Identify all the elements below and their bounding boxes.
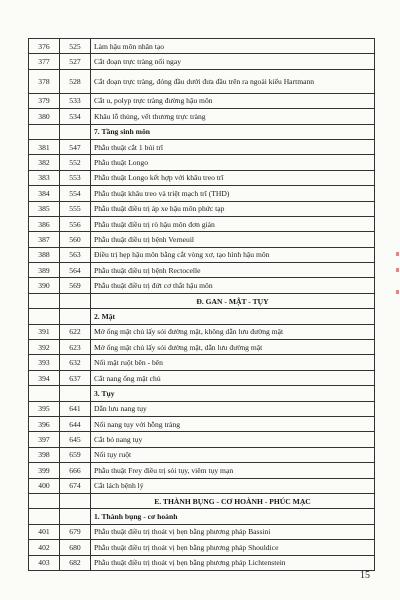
- empty-cell: [29, 124, 60, 139]
- section-heading: 3. Tụy: [91, 386, 375, 401]
- procedure-name: Phẫu thuật khâu treo và triệt mạch trĩ (THD): [91, 186, 375, 201]
- procedure-code: 637: [60, 370, 91, 385]
- row-number: 396: [29, 416, 60, 431]
- table-row: [29, 447, 375, 462]
- procedure-name: Cắt đoạn trực tràng, đóng đầu dưới đưa đầu trên ra ngoài kiểu Hartmann: [91, 69, 375, 93]
- table-row: [29, 340, 375, 355]
- row-number: 376: [29, 39, 60, 54]
- table-row: [29, 109, 375, 124]
- table-row: [29, 370, 375, 385]
- procedure-code: 641: [60, 401, 91, 416]
- row-number: 380: [29, 109, 60, 124]
- procedure-code: 622: [60, 324, 91, 339]
- procedure-name: Mở ống mật chủ lấy sỏi đường mật, không dẫn lưu đường mật: [91, 324, 375, 339]
- table-row: [29, 155, 375, 170]
- procedure-code: 659: [60, 447, 91, 462]
- section-heading-row: [29, 509, 375, 524]
- row-number: 384: [29, 186, 60, 201]
- section-heading: 1. Thành bụng - cơ hoành: [91, 509, 375, 524]
- row-number: 400: [29, 478, 60, 493]
- procedure-name: Phẫu thuật điều trị bệnh Verneuil: [91, 232, 375, 247]
- chapter-heading-row: [29, 493, 375, 508]
- row-number: 391: [29, 324, 60, 339]
- procedure-code: 569: [60, 278, 91, 293]
- procedure-code: 679: [60, 524, 91, 539]
- row-number: 386: [29, 216, 60, 231]
- procedure-name: Khâu lỗ thủng, vết thương trực tràng: [91, 109, 375, 124]
- empty-cell: [29, 293, 60, 308]
- table-row: [29, 39, 375, 54]
- table-row: [29, 232, 375, 247]
- procedure-name: Phẫu thuật điều trị thoát vị bẹn bằng phương pháp Shouldice: [91, 540, 375, 555]
- procedure-code: 525: [60, 39, 91, 54]
- edge-mark: [396, 268, 399, 272]
- procedure-name: Nối mật ruột bên - bên: [91, 355, 375, 370]
- row-number: 385: [29, 201, 60, 216]
- table-row: [29, 463, 375, 478]
- empty-cell: [29, 386, 60, 401]
- row-number: 382: [29, 155, 60, 170]
- procedure-code: 554: [60, 186, 91, 201]
- row-number: 401: [29, 524, 60, 539]
- section-heading: 7. Tầng sinh môn: [91, 124, 375, 139]
- empty-cell: [60, 293, 91, 308]
- section-heading-row: [29, 386, 375, 401]
- table-row: [29, 524, 375, 539]
- chapter-heading-row: [29, 293, 375, 308]
- procedure-code: 553: [60, 170, 91, 185]
- table-row: [29, 540, 375, 555]
- row-number: 398: [29, 447, 60, 462]
- row-number: 388: [29, 247, 60, 262]
- procedure-code: 680: [60, 540, 91, 555]
- procedure-code: 645: [60, 432, 91, 447]
- procedure-name: Cắt nang ống mật chủ: [91, 370, 375, 385]
- chapter-heading: Đ. GAN - MẬT - TỤY: [91, 293, 375, 308]
- procedure-code: 527: [60, 54, 91, 69]
- row-number: 377: [29, 54, 60, 69]
- procedure-code: 623: [60, 340, 91, 355]
- procedure-code: 552: [60, 155, 91, 170]
- table-row: [29, 278, 375, 293]
- table-row: [29, 555, 375, 570]
- edge-mark: [396, 252, 399, 256]
- procedure-code: 547: [60, 139, 91, 154]
- empty-cell: [60, 309, 91, 324]
- table-row: [29, 93, 375, 108]
- row-number: 394: [29, 370, 60, 385]
- empty-cell: [60, 124, 91, 139]
- procedure-code: 534: [60, 109, 91, 124]
- procedure-code: 666: [60, 463, 91, 478]
- row-number: 395: [29, 401, 60, 416]
- procedure-table: [28, 38, 375, 571]
- row-number: 397: [29, 432, 60, 447]
- procedure-code: 560: [60, 232, 91, 247]
- section-heading-row: [29, 124, 375, 139]
- table-row: [29, 170, 375, 185]
- procedure-code: 555: [60, 201, 91, 216]
- empty-cell: [29, 309, 60, 324]
- table-row: [29, 201, 375, 216]
- table-row: [29, 263, 375, 278]
- table-row: [29, 324, 375, 339]
- table-row: [29, 186, 375, 201]
- procedure-name: Phẫu thuật điều trị bệnh Rectocelle: [91, 263, 375, 278]
- empty-cell: [29, 493, 60, 508]
- procedure-name: Phẫu thuật điều trị thoát vị bẹn bằng phương pháp Bassini: [91, 524, 375, 539]
- table-row: [29, 432, 375, 447]
- table-row: [29, 216, 375, 231]
- table-row: [29, 401, 375, 416]
- procedure-name: Phẫu thuật điều trị rò hậu môn đơn giản: [91, 216, 375, 231]
- section-heading: 2. Mật: [91, 309, 375, 324]
- procedure-name: Cắt u, polyp trực tràng đường hậu môn: [91, 93, 375, 108]
- empty-cell: [29, 509, 60, 524]
- row-number: 379: [29, 93, 60, 108]
- procedure-name: Nối tụy ruột: [91, 447, 375, 462]
- procedure-name: Làm hậu môn nhân tạo: [91, 39, 375, 54]
- table-row: [29, 54, 375, 69]
- row-number: 381: [29, 139, 60, 154]
- table-row: [29, 139, 375, 154]
- procedure-name: Phẫu thuật Longo: [91, 155, 375, 170]
- table-row: [29, 355, 375, 370]
- table-row: [29, 416, 375, 431]
- procedure-table-body: [29, 39, 375, 571]
- row-number: 389: [29, 263, 60, 278]
- procedure-name: Phẫu thuật Frey điều trị sỏi tụy, viêm tụy mạn: [91, 463, 375, 478]
- procedure-code: 682: [60, 555, 91, 570]
- procedure-name: Dẫn lưu nang tụy: [91, 401, 375, 416]
- procedure-name: Phẫu thuật điều trị thoát vị bẹn bằng phương pháp Lichtenstein: [91, 555, 375, 570]
- procedure-name: Phẫu thuật điều trị áp xe hậu môn phức tạp: [91, 201, 375, 216]
- procedure-code: 644: [60, 416, 91, 431]
- procedure-code: 528: [60, 69, 91, 93]
- procedure-name: Phẫu thuật cắt 1 búi trĩ: [91, 139, 375, 154]
- procedure-name: Điều trị hẹp hậu môn bằng cắt vòng xơ, tạo hình hậu môn: [91, 247, 375, 262]
- row-number: 403: [29, 555, 60, 570]
- procedure-name: Cắt đoạn trực tràng nối ngay: [91, 54, 375, 69]
- empty-cell: [60, 386, 91, 401]
- table-row: [29, 478, 375, 493]
- procedure-name: Phẫu thuật điều trị đứt cơ thắt hậu môn: [91, 278, 375, 293]
- row-number: 383: [29, 170, 60, 185]
- procedure-code: 632: [60, 355, 91, 370]
- procedure-code: 564: [60, 263, 91, 278]
- procedure-code: 674: [60, 478, 91, 493]
- procedure-name: Phẫu thuật Longo kết hợp với khâu treo trĩ: [91, 170, 375, 185]
- row-number: 393: [29, 355, 60, 370]
- empty-cell: [60, 509, 91, 524]
- procedure-code: 533: [60, 93, 91, 108]
- procedure-name: Cắt lách bệnh lý: [91, 478, 375, 493]
- table-row: [29, 247, 375, 262]
- procedure-name: Nối nang tụy với hỗng tràng: [91, 416, 375, 431]
- row-number: 387: [29, 232, 60, 247]
- row-number: 378: [29, 69, 60, 93]
- procedure-name: Mở ống mật chủ lấy sỏi đường mật, dẫn lưu đường mật: [91, 340, 375, 355]
- empty-cell: [60, 493, 91, 508]
- table-row: [29, 69, 375, 93]
- edge-mark: [396, 290, 399, 294]
- section-heading-row: [29, 309, 375, 324]
- row-number: 399: [29, 463, 60, 478]
- procedure-code: 556: [60, 216, 91, 231]
- row-number: 392: [29, 340, 60, 355]
- page-number: 15: [360, 570, 370, 581]
- row-number: 390: [29, 278, 60, 293]
- chapter-heading: E. THÀNH BỤNG - CƠ HOÀNH - PHÚC MẠC: [91, 493, 375, 508]
- procedure-code: 563: [60, 247, 91, 262]
- procedure-name: Cắt bỏ nang tụy: [91, 432, 375, 447]
- row-number: 402: [29, 540, 60, 555]
